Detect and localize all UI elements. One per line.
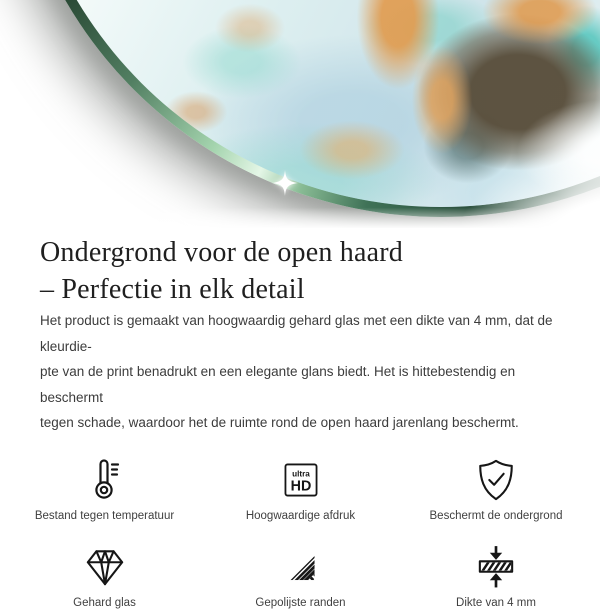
shield-check-icon <box>475 456 517 504</box>
page-title-line1: Ondergrond voor de open haard <box>40 237 403 268</box>
diamond-icon <box>83 543 127 591</box>
feature-label: Beschermt de ondergrond <box>429 509 563 522</box>
product-image <box>0 0 600 228</box>
description-line: pte van de print benadrukt en een elegante glans biedt. Het is hittebestendig en beschermt <box>40 364 516 405</box>
svg-text:HD: HD <box>290 478 311 495</box>
description-line: Het product is gemaakt van hoogwaardig gehard glas met een dikte van 4 mm, dat de kleurdie- <box>40 313 553 354</box>
feature-polished-edges <box>209 543 392 610</box>
feature-thickness <box>392 543 600 610</box>
feature-label: Hoogwaardige afdruk <box>245 509 356 522</box>
product-description-text <box>40 308 560 436</box>
svg-text:ultra: ultra <box>291 468 310 478</box>
description-line: tegen schade, waardoor het de ruimte rond de open haard jarenlang beschermt. <box>40 415 519 430</box>
sparkle-icon <box>272 170 298 196</box>
feature-temperature <box>0 456 209 523</box>
feature-label: Bestand tegen temperatuur <box>34 509 175 522</box>
thermometer-icon <box>90 456 120 504</box>
feature-label: Gepolijste randen <box>255 596 346 609</box>
feature-label: Dikte van 4 mm <box>456 596 536 609</box>
polished-edges-icon <box>286 543 316 591</box>
feature-tempered-glass <box>0 543 209 610</box>
feature-print-quality <box>209 456 392 523</box>
page-title-line2: – Perfectie in elk detail <box>40 274 305 305</box>
ultra-hd-icon <box>283 456 319 504</box>
compressed-thickness-icon <box>477 543 515 591</box>
feature-protects-surface <box>392 456 600 523</box>
feature-grid <box>0 456 600 610</box>
product-description-section <box>0 234 600 436</box>
page-title <box>40 234 560 308</box>
feature-label: Gehard glas <box>73 596 136 609</box>
